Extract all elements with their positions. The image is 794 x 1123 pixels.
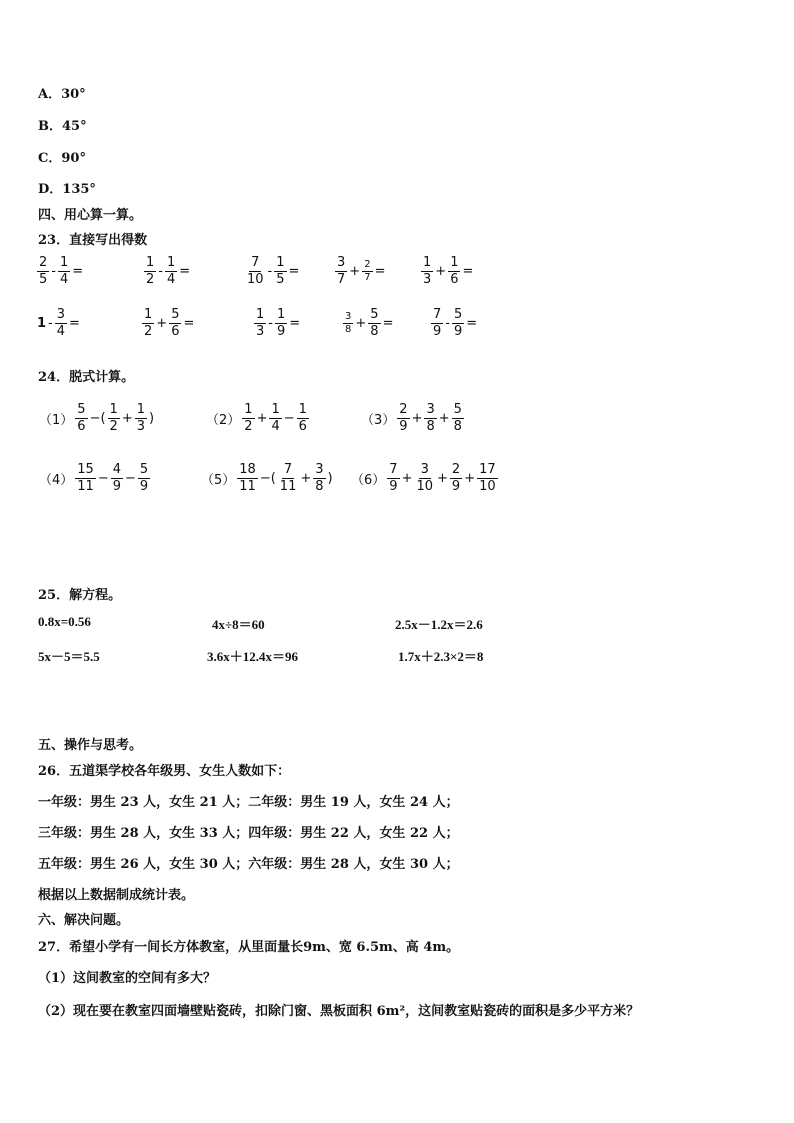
fraction: 5 6 <box>77 402 86 434</box>
q26-line-1: 一年级：男生 23 人，女生 21 人；二年级：男生 19 人，女生 24 人； <box>38 795 459 810</box>
fraction: $\frac{1}{4}$ <box>166 255 176 287</box>
q23-expr-9: 3 8 + $\frac{5}{8}$ = <box>345 307 394 339</box>
fraction: 7 11 <box>279 462 297 494</box>
fraction: $\frac{1}{6}$ <box>450 255 459 287</box>
q25-equation-3: 2.5x－1.2x＝2.6 <box>395 617 483 632</box>
section-heading-6: 六、解决问题。 <box>38 913 130 928</box>
fraction: $\frac{2}{9}$ <box>451 462 461 494</box>
fraction: $\frac{1}{5}$ <box>276 255 285 287</box>
q23-expr-10: 7 9 - $\frac{5}{9}$ = <box>433 307 478 339</box>
q23-expr-6: 1 - $\frac{3}{4}$ = <box>37 307 80 339</box>
option-d: D．135° <box>38 182 96 197</box>
section-heading-4: 四、用心算一算。 <box>38 208 143 223</box>
fraction: $\frac{5}{8}$ <box>453 402 462 434</box>
q23-expr-3: 7 10 - $\frac{1}{5}$ = <box>247 255 300 287</box>
q24-expr-1: （1） 5 6 −( 1 2 + $\frac{1}{3}$ ) <box>39 402 155 434</box>
fraction: $\frac{5}{9}$ <box>453 307 463 339</box>
option-c: C．90° <box>38 151 86 166</box>
fraction: 1 3 <box>423 255 432 287</box>
fraction: $\frac{5}{6}$ <box>171 307 180 339</box>
fraction: $\frac{3}{10}$ <box>416 462 434 494</box>
fraction: 7 9 <box>389 462 398 494</box>
q24-expr-5: （5） 18 11 −( 7 11 + $\frac{3}{8}$ ) <box>201 462 333 494</box>
fraction: 1 2 <box>244 402 253 434</box>
q23-title: 23．直接写出得数 <box>38 233 148 248</box>
q25-equation-4: 5x－5＝5.5 <box>38 649 100 664</box>
fraction: $\frac{4}{9}$ <box>112 462 122 494</box>
q27-sub-2: （2）现在要在教室四面墙壁贴瓷砖，扣除门窗、黑板面积 6m²，这间教室贴瓷砖的面积是多少平方米？ <box>38 1004 640 1019</box>
section-heading-5: 五、操作与思考。 <box>38 738 143 753</box>
fraction: $\frac{5}{8}$ <box>370 307 379 339</box>
q24-expr-6: （6） 7 9 + $\frac{3}{10}$ + $\frac{2}{9}$ + $\frac{17}{10}$ <box>351 462 496 494</box>
fraction: 1 2 <box>109 402 118 434</box>
fraction: $\frac{3}{8}$ <box>315 462 324 494</box>
q25-equation-5: 3.6x＋12.4x＝96 <box>207 649 299 664</box>
q23-expr-7: 1 2 + $\frac{5}{6}$ = <box>144 307 195 339</box>
fraction: $\frac{3}{4}$ <box>56 307 66 339</box>
fraction: $\frac{1}{4}$ <box>59 255 69 287</box>
fraction: 7 10 <box>247 255 264 287</box>
fraction: 7 9 <box>433 307 442 339</box>
fraction: 18 11 <box>239 462 256 494</box>
option-a: A．30° <box>38 87 86 102</box>
q24-expr-2: （2） 1 2 + $\frac{1}{4}$ − $\frac{1}{6}$ <box>206 402 307 434</box>
fraction: $\frac{1}{9}$ <box>276 307 286 339</box>
fraction: 1 2 <box>144 307 153 339</box>
fraction: $\frac{5}{9}$ <box>139 462 149 494</box>
fraction: 15 11 <box>77 462 94 494</box>
fraction: 3 7 <box>337 255 346 287</box>
fraction: $\frac{2}{7}$ <box>364 259 371 283</box>
q24-expr-3: （3） 2 9 + $\frac{3}{8}$ + $\frac{5}{8}$ <box>361 402 462 434</box>
fraction: $\frac{1}{6}$ <box>298 402 307 434</box>
q26-line-4: 根据以上数据制成统计表。 <box>38 888 195 903</box>
q23-expr-8: 1 3 - $\frac{1}{9}$ = <box>256 307 301 339</box>
q26-line-2: 三年级：男生 28 人，女生 33 人；四年级：男生 22 人，女生 22 人； <box>38 826 459 841</box>
q24-expr-4: （4） 15 11 − $\frac{4}{9}$ − $\frac{5}{9}$ <box>39 462 149 494</box>
q23-expr-1: 2 5 - $\frac{1}{4}$ = <box>39 255 84 287</box>
q23-expr-2: 1 2 - $\frac{1}{4}$ = <box>146 255 191 287</box>
q24-title: 24．脱式计算。 <box>38 370 135 385</box>
q25-title: 25．解方程。 <box>38 588 122 603</box>
q25-equation-6: 1.7x＋2.3×2＝8 <box>398 649 484 664</box>
q25-equation-1: 0.8x=0.56 <box>38 614 91 629</box>
q23-expr-5: 1 3 + $\frac{1}{6}$ = <box>423 255 474 287</box>
fraction: 2 9 <box>399 402 408 434</box>
fraction: 1 2 <box>146 255 155 287</box>
q25-equation-2: 4x÷8＝60 <box>212 617 265 632</box>
fraction: 1 3 <box>256 307 265 339</box>
q27-sub-1: （1）这间教室的空间有多大？ <box>38 971 217 986</box>
fraction: 3 8 <box>345 311 352 335</box>
q26-line-3: 五年级：男生 26 人，女生 30 人；六年级：男生 28 人，女生 30 人； <box>38 857 459 872</box>
q27-title: 27．希望小学有一间长方体教室，从里面量长9m、宽 6.5m、高 4m。 <box>38 940 460 955</box>
fraction: 2 5 <box>39 255 48 287</box>
fraction: $\frac{17}{10}$ <box>479 462 496 494</box>
fraction: $\frac{1}{4}$ <box>271 402 280 434</box>
q26-title: 26．五道渠学校各年级男、女生人数如下： <box>38 764 291 779</box>
fraction: $\frac{3}{8}$ <box>426 402 435 434</box>
q23-expr-4: 3 7 + $\frac{2}{7}$ = <box>337 255 386 287</box>
option-b: B．45° <box>38 119 87 134</box>
fraction: $\frac{1}{3}$ <box>136 402 145 434</box>
